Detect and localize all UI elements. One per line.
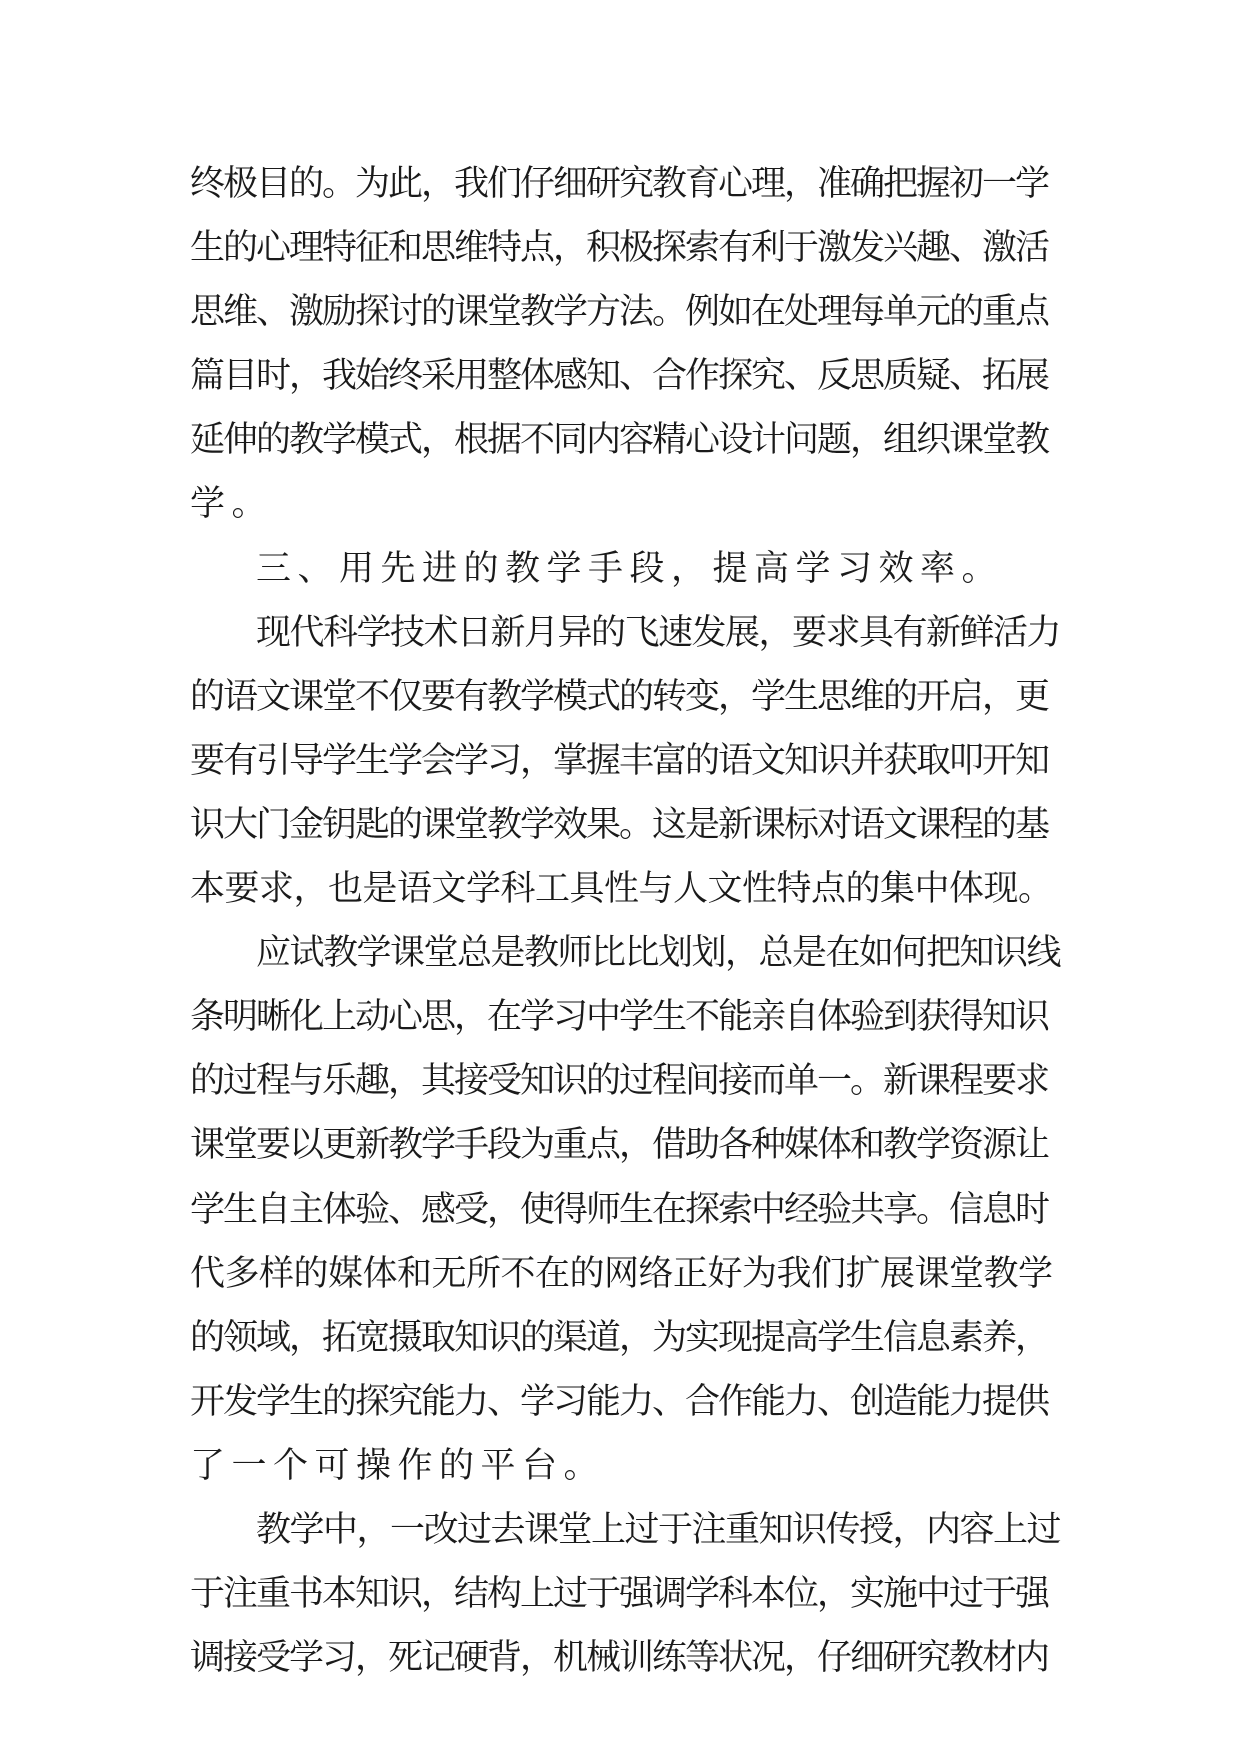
text-line: 的领域，拓宽摄取知识的渠道，为实现提高学生信息素养， [190,1317,1049,1358]
text-line: 代多样的媒体和无所不在的网络正好为我们扩展课堂教学 [190,1253,1053,1294]
text-line: 的过程与乐趣，其接受知识的过程间接而单一。新课程要求 [190,1061,1049,1102]
text-line: 开发学生的探究能力、学习能力、合作能力、创造能力提供 [190,1381,1049,1422]
text-line: 思维、激励探讨的课堂教学方法。例如在处理每单元的重点 [190,292,1049,333]
paragraph-first-line: 应试教学课堂总是教师比比划划，总是在如何把知识线 [256,933,1061,974]
document-body [190,152,1060,1690]
paragraph-first-line: 现代科学技术日新月异的飞速发展，要求具有新鲜活力 [256,612,1061,653]
text-line: 的语文课堂不仅要有教学模式的转变，学生思维的开启，更 [190,676,1049,717]
text-line: 要有引导学生学会学习，掌握丰富的语文知识并获取叩开知 [190,740,1049,781]
text-line: 学生自主体验、感受，使得师生在探索中经验共享。信息时 [190,1189,1049,1230]
text-line: 延伸的教学模式，根据不同内容精心设计问题，组织课堂教 [190,420,1049,461]
text-line: 识大门金钥匙的课堂教学效果。这是新课标对语文课程的基 [190,804,1049,845]
text-line: 本要求，也是语文学科工具性与人文性特点的集中体现。 [190,869,1053,910]
paragraph-first-line: 教学中，一改过去课堂上过于注重知识传授，内容上过 [256,1509,1061,1550]
text-line: 篇目时，我始终采用整体感知、合作探究、反思质疑、拓展 [190,356,1049,397]
text-line: 终极目的。为此，我们仔细研究教育心理，准确把握初一学 [190,164,1049,204]
text-line: 条明晰化上动心思，在学习中学生不能亲自体验到获得知识 [190,997,1049,1038]
text-line: 调接受学习，死记硬背，机械训练等状况，仔细研究教材内 [190,1638,1049,1679]
text-line: 于注重书本知识，结构上过于强调学科本位，实施中过于强 [190,1574,1049,1615]
text-line: 课堂要以更新教学手段为重点，借助各种媒体和教学资源让 [190,1125,1049,1166]
text-line: 学。 [190,484,274,525]
text-line: 生的心理特征和思维特点，积极探索有利于激发兴趣、激活 [190,228,1049,269]
text-line: 了一个可操作的平台。 [190,1445,606,1486]
paragraph-first-line: 三、用先进的教学手段，提高学习效率。 [256,548,1004,589]
